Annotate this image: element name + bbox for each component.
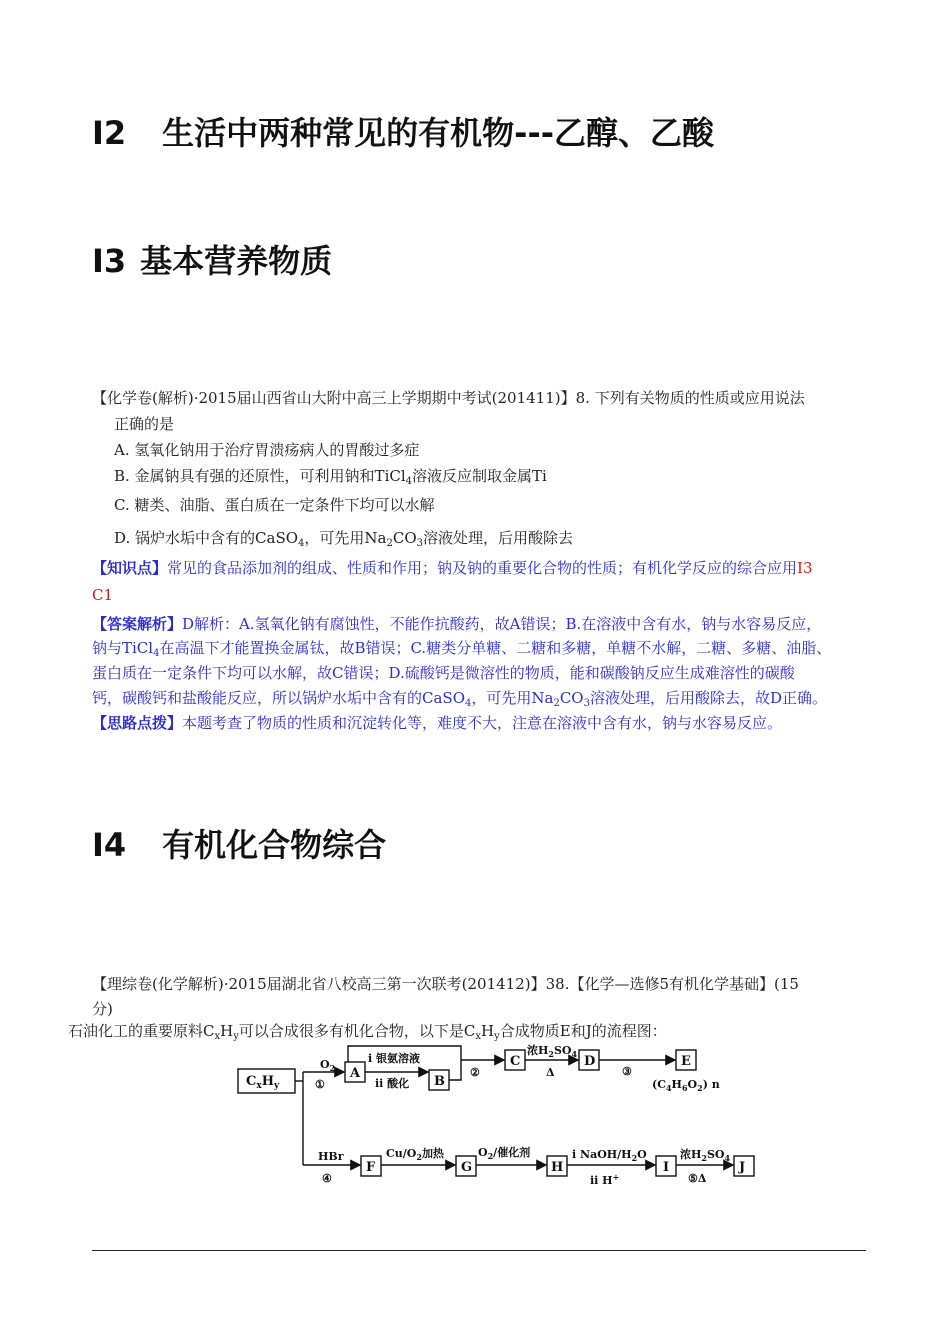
section-title: 生活中两种常见的有机物---乙醇、乙酸 [162, 114, 715, 152]
q1-answer-line-2 [92, 635, 831, 661]
label-step3: ③ [622, 1065, 632, 1078]
text: 溶液处理，后用酸除去 [423, 529, 574, 547]
q1-option-a: A. 氢氧化钠用于治疗胃溃疡病人的胃酸过多症 [114, 441, 420, 459]
text: 合成物质E和J的流程图： [499, 1022, 667, 1040]
footer-rule [92, 1250, 866, 1251]
section-code: I3 [92, 242, 127, 280]
text: 在高温下才能置换金属钛，故B错误；C.糖类分单糖、二糖和多糖，单糖不水解，二糖、多糖、油脂、 [159, 639, 832, 657]
q1-stem-cont: 正确的是 [114, 415, 175, 433]
subscript: 2 [386, 538, 393, 549]
subscript: 3 [416, 538, 424, 549]
node-d-label: D [584, 1054, 596, 1069]
q1-knowledge-code-2: C1 [92, 586, 114, 604]
subscript: x [214, 1031, 221, 1042]
label-h2so4-top: 浓$H_2SO_4$ [527, 1044, 578, 1059]
q2-source-line-2: 分) [92, 1000, 113, 1018]
section-heading-i2 [92, 108, 714, 154]
knowledge-tag: 【知识点】 [92, 559, 168, 577]
answer-text: D解析：A.氢氧化钠有腐蚀性，不能作抗酸药，故A错误；B.在溶液中含有水，钠与水容易反应， [182, 615, 822, 633]
section-title: 有机化合物综合 [162, 826, 387, 864]
q1-option-c: C. 糖类、油脂、蛋白质在一定条件下均可以水解 [114, 496, 435, 514]
q1-answer-line-3: 蛋白质在一定条件下均可以水解，故C错误；D.硫酸钙是微溶性的物质，能和碳酸钠反应生成难溶性的碳酸 [92, 664, 795, 682]
subscript: 4 [465, 698, 472, 709]
text: ，可先用Na [304, 529, 387, 547]
text: 石油化工的重要原料C [68, 1022, 215, 1040]
q1-stem: 8. 下列有关物质的性质或应用说法 [575, 389, 805, 407]
label-delta: Δ [546, 1066, 555, 1079]
node-g-label: G [461, 1160, 473, 1175]
text: ，可先用Na [471, 689, 554, 707]
synthesis-flowchart [0, 1040, 950, 1200]
text: CO [559, 689, 584, 707]
text: CO [392, 529, 417, 547]
label-acid: ii 酸化 [375, 1077, 410, 1090]
subscript: x [475, 1031, 481, 1042]
node-f-label: F [366, 1160, 376, 1175]
label-hplus: ii H+ [590, 1172, 620, 1187]
text: H [481, 1022, 495, 1040]
subscript: 4 [405, 476, 413, 487]
label-naoh: i NaOH/$H_2O$ [572, 1148, 647, 1163]
q1-option-d [114, 525, 573, 551]
label-h2so4-bottom: 浓$H_2SO_4$ [680, 1148, 731, 1163]
tip-tag: 【思路点拨】 [92, 714, 183, 732]
label-step4: ④ [322, 1172, 332, 1185]
q2-source-line-1: 【理综卷(化学解析)·2015届湖北省八校高三第一次联考(201412)】38.【化学—选修5有机化学基础】(15 [92, 975, 799, 993]
node-start-label: $C_xH_y$ [246, 1074, 280, 1091]
node-i-label: I [663, 1160, 670, 1175]
label-cu-o2: $Cu/O_2$加热 [386, 1147, 444, 1162]
section-title: 基本营养物质 [140, 242, 333, 280]
text: 钠与TiCl [92, 639, 154, 657]
q1-knowledge-line [92, 555, 813, 581]
subscript: 4 [298, 538, 305, 549]
subscript: 2 [553, 698, 560, 709]
text: B. 金属钠具有强的还原性，可利用钠和TiCl [114, 467, 406, 485]
tip-text: 本题考查了物质的性质和沉淀转化等，难度不大，注意在溶液中含有水，钠与水容易反应。 [182, 714, 783, 732]
text: 可以合成很多有机化合物，以下是C [238, 1022, 476, 1040]
label-o2-cat: $O_2/$催化剂 [478, 1146, 531, 1161]
text: 溶液处理，后用酸除去，故D正确。 [589, 689, 828, 707]
text: H [220, 1022, 234, 1040]
q1-option-b [114, 463, 547, 489]
node-a-label: A [350, 1066, 361, 1081]
q1-answer-line-1 [92, 611, 821, 637]
q1-source: 【化学卷(解析)·2015届山西省山大附中高三上学期期中考试(201411)】 [92, 389, 576, 407]
q1-tip-line [92, 710, 782, 736]
label-step5: ⑤Δ [688, 1172, 707, 1185]
q1-answer-line-4 [92, 685, 827, 711]
node-e-label: E [681, 1054, 691, 1069]
node-j-label: J [739, 1160, 746, 1175]
section-heading-i3 [92, 236, 332, 282]
text: 溶液反应制取金属Ti [412, 467, 547, 485]
knowledge-code: I3 [797, 559, 813, 577]
subscript: 4 [153, 648, 160, 659]
subscript: 3 [583, 698, 590, 709]
section-code: I2 [92, 114, 127, 152]
label-step2: ② [470, 1066, 480, 1079]
text: 钙，碳酸钙和盐酸能反应，所以锅炉水垢中含有的CaSO [92, 689, 465, 707]
text: D. 锅炉水垢中含有的CaSO [114, 529, 299, 547]
node-h-label: H [551, 1160, 564, 1175]
label-polymer: $(C_4H_6O_2)$ n [652, 1078, 720, 1093]
subscript: y [494, 1031, 500, 1042]
knowledge-text: 常见的食品添加剂的组成、性质和作用；钠及钠的重要化合物的性质；有机化学反应的综合应用 [167, 559, 798, 577]
label-hbr: HBr [318, 1150, 344, 1163]
section-heading-i4 [92, 820, 386, 866]
section-code: I4 [92, 826, 127, 864]
node-c-label: C [510, 1054, 521, 1069]
answer-tag: 【答案解析】 [92, 615, 183, 633]
label-silver: i 银氨溶液 [368, 1052, 421, 1065]
q1-source-line [92, 385, 805, 411]
subscript: y [233, 1031, 239, 1042]
label-step1: ① [315, 1078, 325, 1091]
node-b-label: B [434, 1074, 445, 1089]
label-o2: $O_2$ [320, 1058, 336, 1073]
